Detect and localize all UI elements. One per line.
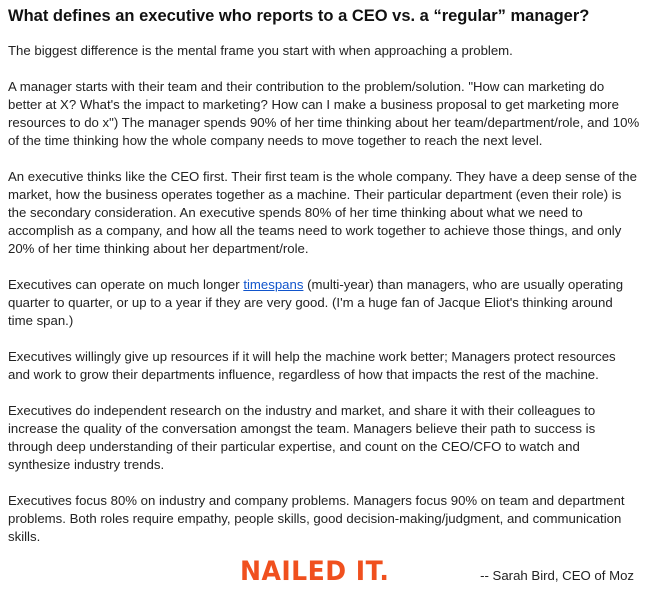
paragraph-focus: Executives focus 80% on industry and company problems. Managers focus 90% on team and department problems. Both roles require empathy, people skills, good decision-making/judgment, and communication skills. (8, 493, 625, 544)
nailed-it-stamp: NAILED IT. (240, 556, 390, 587)
paragraph-timespans (8, 276, 640, 330)
footer-area (0, 556, 646, 596)
paragraph-manager: A manager starts with their team and their contribution to the problem/solution. "How can marketing do better at X? What's the impact to marketing? How can I make a business proposal to get marketing more resources to do x") The manager spends 90% of her time thinking about her team/department/role, and 10% of the time thinking how the whole company needs to move together to reach the next level. (8, 79, 640, 148)
timespans-link[interactable]: timespans (243, 277, 304, 292)
paragraph-research: Executives do independent research on the industry and market, and share it with their colleagues to increase the quality of the conversation amongst the team. Managers believe their path to success is through deep understanding of their particular expertise, and count on the CEO/CFO to watch and synthesize industry trends. (8, 403, 596, 472)
paragraph-resources: Executives willingly give up resources if it will help the machine work better; Managers protect resources and work to grow their departments influence, regardless of how that impacts the rest of the machine. (8, 349, 616, 382)
article (8, 6, 640, 564)
paragraph-intro: The biggest difference is the mental frame you start with when approaching a problem. (8, 43, 513, 58)
attribution: -- Sarah Bird, CEO of Moz (480, 568, 634, 583)
paragraph-timespans-text-end: (multi-year) than managers, who are usually operating quarter to quarter, or up to a year if they are very good. (I'm a huge fan of Jacque Eliot's thinking around time span.) (8, 277, 624, 328)
paragraph-executive: An executive thinks like the CEO first. Their first team is the whole company. They have a deep sense of the market, how the business operates together as a machine. Their particular department (even their role) is the secondary consideration. An executive spends 80% of her time thinking about what we need to accomplish as a company, and how all the teams need to work together to achieve those things, and only 20% of her time thinking about her department/role. (8, 169, 637, 256)
article-heading: What defines an executive who reports to a CEO vs. a “regular” manager? (8, 7, 590, 25)
paragraph-timespans-text-start: Executives can operate on much longer (8, 277, 244, 292)
